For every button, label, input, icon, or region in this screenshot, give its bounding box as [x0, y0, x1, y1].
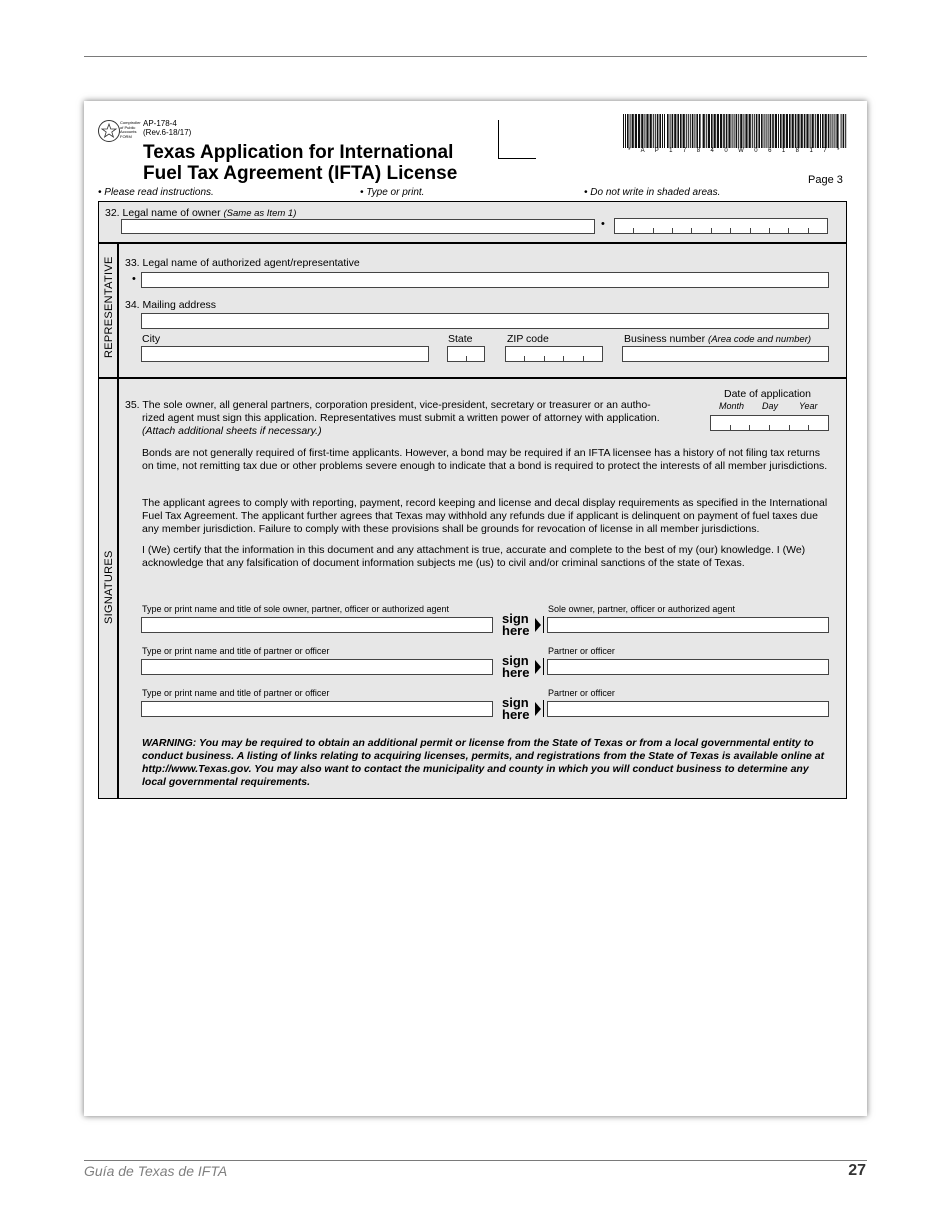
year-label: Year	[799, 401, 818, 411]
instruction-shaded: • Do not write in shaded areas.	[584, 187, 721, 198]
owner-name-label: 32. Legal name of owner (Same as Item 1)	[105, 207, 297, 219]
sign-arrow-icon	[535, 702, 541, 716]
mailing-address-input[interactable]	[141, 313, 829, 329]
signature-input-1[interactable]	[547, 617, 829, 633]
form-box	[98, 201, 847, 799]
side-column-divider	[117, 242, 119, 798]
business-number-label: Business number (Area code and number)	[624, 333, 812, 345]
sign-here-marker-2: sign here	[502, 655, 542, 679]
agent-name-label: 33. Legal name of authorized agent/representative	[125, 257, 360, 269]
signature-label-2: Partner or officer	[548, 646, 615, 656]
bottom-rule	[84, 1160, 867, 1161]
business-number-input[interactable]	[622, 346, 829, 362]
state-input[interactable]	[447, 346, 485, 362]
date-of-application-label: Date of application	[724, 388, 811, 400]
warning-text: WARNING: You may be required to obtain an additional permit or license from the State of Texas or from a local governmental entity to conduct business. A listing of links relating to acquiring licenses, permits, and registrations from the State of Texas is available online at http://www.Texas.gov. You may also want to contact the municipality and county in which you will conduct business to determine any local governmental requirements.	[142, 737, 825, 788]
sign-here-marker-3: sign here	[502, 697, 542, 721]
page-label: Page 3	[808, 174, 843, 186]
form-number: AP-178-4 (Rev.6-18/17)	[143, 119, 192, 137]
signer-name-input-1[interactable]	[141, 617, 493, 633]
instruction-read: • Please read instructions.	[98, 187, 214, 198]
signer-name-input-3[interactable]	[141, 701, 493, 717]
signer-name-label-1: Type or print name and title of sole owner, partner, officer or authorized agent	[142, 604, 450, 614]
item-35-text: 35. The sole owner, all general partners, corporation president, vice-president, secretary or treasurer or an autho- rized agent must sign this application. Representatives must submit a written power of attorney with application. (Attach additional sheets if necessary.)	[125, 399, 660, 437]
owner-taxpayer-number-input[interactable]	[614, 218, 828, 234]
certification-text: I (We) certify that the information in this document and any attachment is true, accurate and complete to the best of my (our) knowledge. I (We) acknowledge that any falsification of document information subjects me (us) to civil and/or criminal sanctions of the state of Texas.	[142, 544, 806, 569]
agreement-text: The applicant agrees to comply with reporting, payment, record keeping and license and decal display requirements as specified in the International Fuel Tax Agreement. The applicant further agrees that Texas may withhold any refunds due if applicant is delinquent on payment of fuel taxes due any member jurisdiction. Failure to comply with these provisions shall be grounds for revocation of license in all member jurisdictions.	[142, 497, 828, 535]
sign-divider-2	[543, 658, 544, 675]
signer-name-label-3: Type or print name and title of partner or officer	[142, 688, 330, 698]
footer-guide-title: Guía de Texas de IFTA	[84, 1163, 228, 1179]
zip-code-input[interactable]	[505, 346, 603, 362]
comptroller-seal-icon	[98, 120, 120, 142]
divider-representative	[99, 377, 846, 379]
representative-section-label: REPRESENTATIVE	[103, 256, 115, 358]
agent-bullet: •	[132, 273, 136, 285]
form-sheet	[84, 101, 867, 1116]
city-label: City	[142, 333, 161, 345]
shaded-corner-mark	[498, 120, 536, 159]
mailing-address-label: 34. Mailing address	[125, 299, 217, 311]
sign-divider-3	[543, 700, 544, 717]
day-label: Day	[762, 401, 779, 411]
barcode-text: * A P 1 7 8 4 0 W 0 6 1 8 1 7 *	[628, 148, 844, 154]
footer-page-number: 27	[848, 1162, 866, 1179]
signature-input-3[interactable]	[547, 701, 829, 717]
state-label: State	[448, 333, 473, 345]
signature-label-1: Sole owner, partner, officer or authorized agent	[548, 604, 735, 614]
bonds-text: Bonds are not generally required of first-time applicants. However, a bond may be required if an IFTA licensee has a history of not filing tax returns on time, not remitting tax due or other problems severe enough to indicate that a bond is required to protect the interests of all member jurisdictions.	[142, 447, 828, 472]
zip-label: ZIP code	[507, 333, 549, 345]
owner-name-input[interactable]	[121, 219, 595, 234]
top-rule	[84, 56, 867, 57]
agent-name-input[interactable]	[141, 272, 829, 288]
sign-here-marker-1: sign here	[502, 613, 542, 637]
month-label: Month	[719, 401, 745, 411]
signatures-section-label: SIGNATURES	[103, 550, 115, 624]
barcode	[623, 114, 849, 150]
sign-arrow-icon	[535, 618, 541, 632]
page-title: Texas Application for International Fuel Tax Agreement (IFTA) License	[143, 142, 458, 184]
agency-name: Comptroller of Public Accounts FORM	[120, 120, 141, 139]
divider-32	[99, 242, 846, 244]
owner-bullet: •	[601, 218, 605, 230]
signer-name-label-2: Type or print name and title of partner or officer	[142, 646, 330, 656]
sign-divider-1	[543, 616, 544, 633]
signer-name-input-2[interactable]	[141, 659, 493, 675]
signature-input-2[interactable]	[547, 659, 829, 675]
sign-arrow-icon	[535, 660, 541, 674]
city-input[interactable]	[141, 346, 429, 362]
instruction-type: • Type or print.	[360, 187, 425, 198]
signature-label-3: Partner or officer	[548, 688, 615, 698]
date-of-application-input[interactable]	[710, 415, 829, 431]
